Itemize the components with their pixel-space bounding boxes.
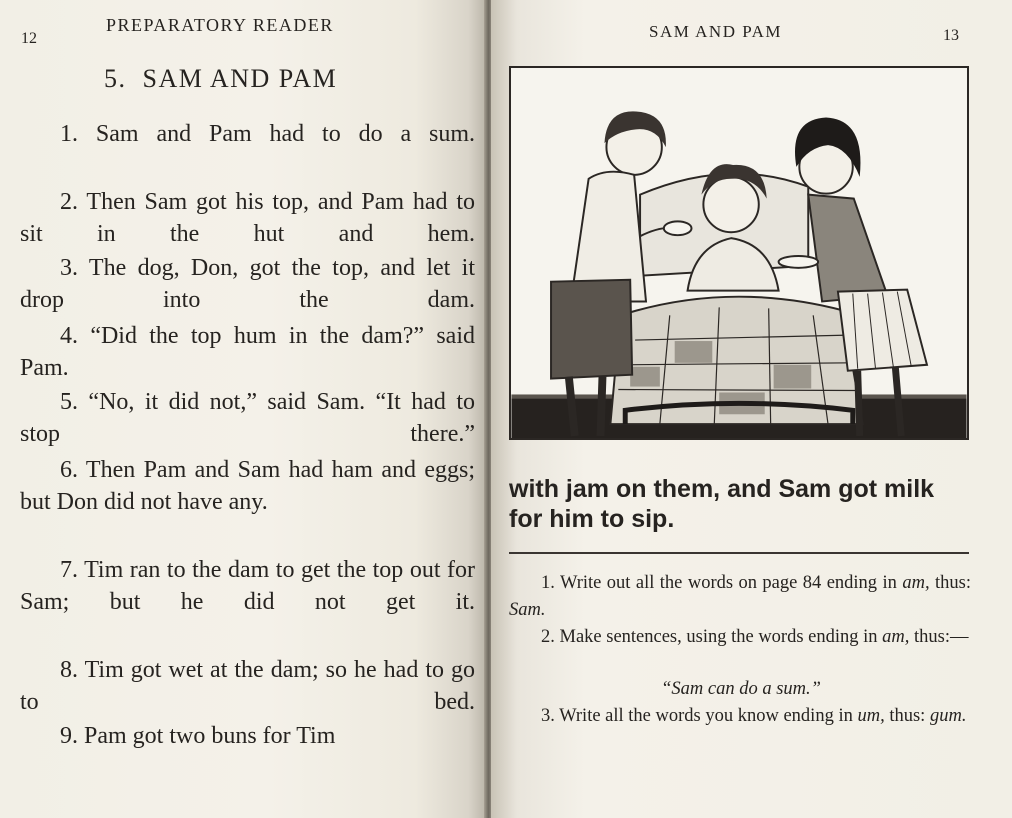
running-head: PREPARATORY READER <box>106 15 334 35</box>
illustration-children-at-bedside <box>509 66 969 440</box>
exercise-2: 2. Make sentences, using the words ending in am, thus:— <box>541 627 969 647</box>
right-page <box>491 0 1012 818</box>
paragraph-6: 6. Then Pam and Sam had ham and eggs; but Don did not have any. <box>20 457 475 515</box>
example-sentence: “Sam can do a sum.” <box>661 679 821 699</box>
paragraph-5: 5. “No, it did not,” said Sam. “It had to stop there.” <box>20 389 475 447</box>
lesson-title-text: SAM AND PAM <box>142 64 338 93</box>
paragraph-4: 4. “Did the top hum in the dam?” said Pam. <box>20 323 475 381</box>
page-number: 13 <box>943 27 959 44</box>
lesson-title <box>104 64 337 94</box>
divider-rule <box>509 552 969 554</box>
paragraph-1: 1. Sam and Pam had to do a sum. <box>60 121 476 147</box>
running-head: SAM AND PAM <box>649 22 783 41</box>
paragraph-9: 9. Pam got two buns for Tim <box>60 723 336 749</box>
left-page <box>0 0 488 818</box>
illustration-drawing <box>511 68 967 438</box>
exercise-3: 3. Write all the words you know ending in um, thus: gum. <box>541 706 967 726</box>
paragraph-3: 3. The dog, Don, got the top, and let it drop into the dam. <box>20 255 475 313</box>
paragraph-2: 2. Then Sam got his top, and Pam had to sit in the hut and hem. <box>20 189 475 247</box>
paragraph-7: 7. Tim ran to the dam to get the top out for Sam; but he did not get it. <box>20 557 475 615</box>
continued-text: with jam on them, and Sam got milk for him to sip. <box>509 475 935 533</box>
lesson-number: 5. <box>104 64 127 93</box>
exercise-1: 1. Write out all the words on page 84 ending in am, thus: Sam. <box>509 573 971 620</box>
paragraph-8: 8. Tim got wet at the dam; so he had to go to bed. <box>20 657 475 715</box>
page-number: 12 <box>21 30 37 47</box>
